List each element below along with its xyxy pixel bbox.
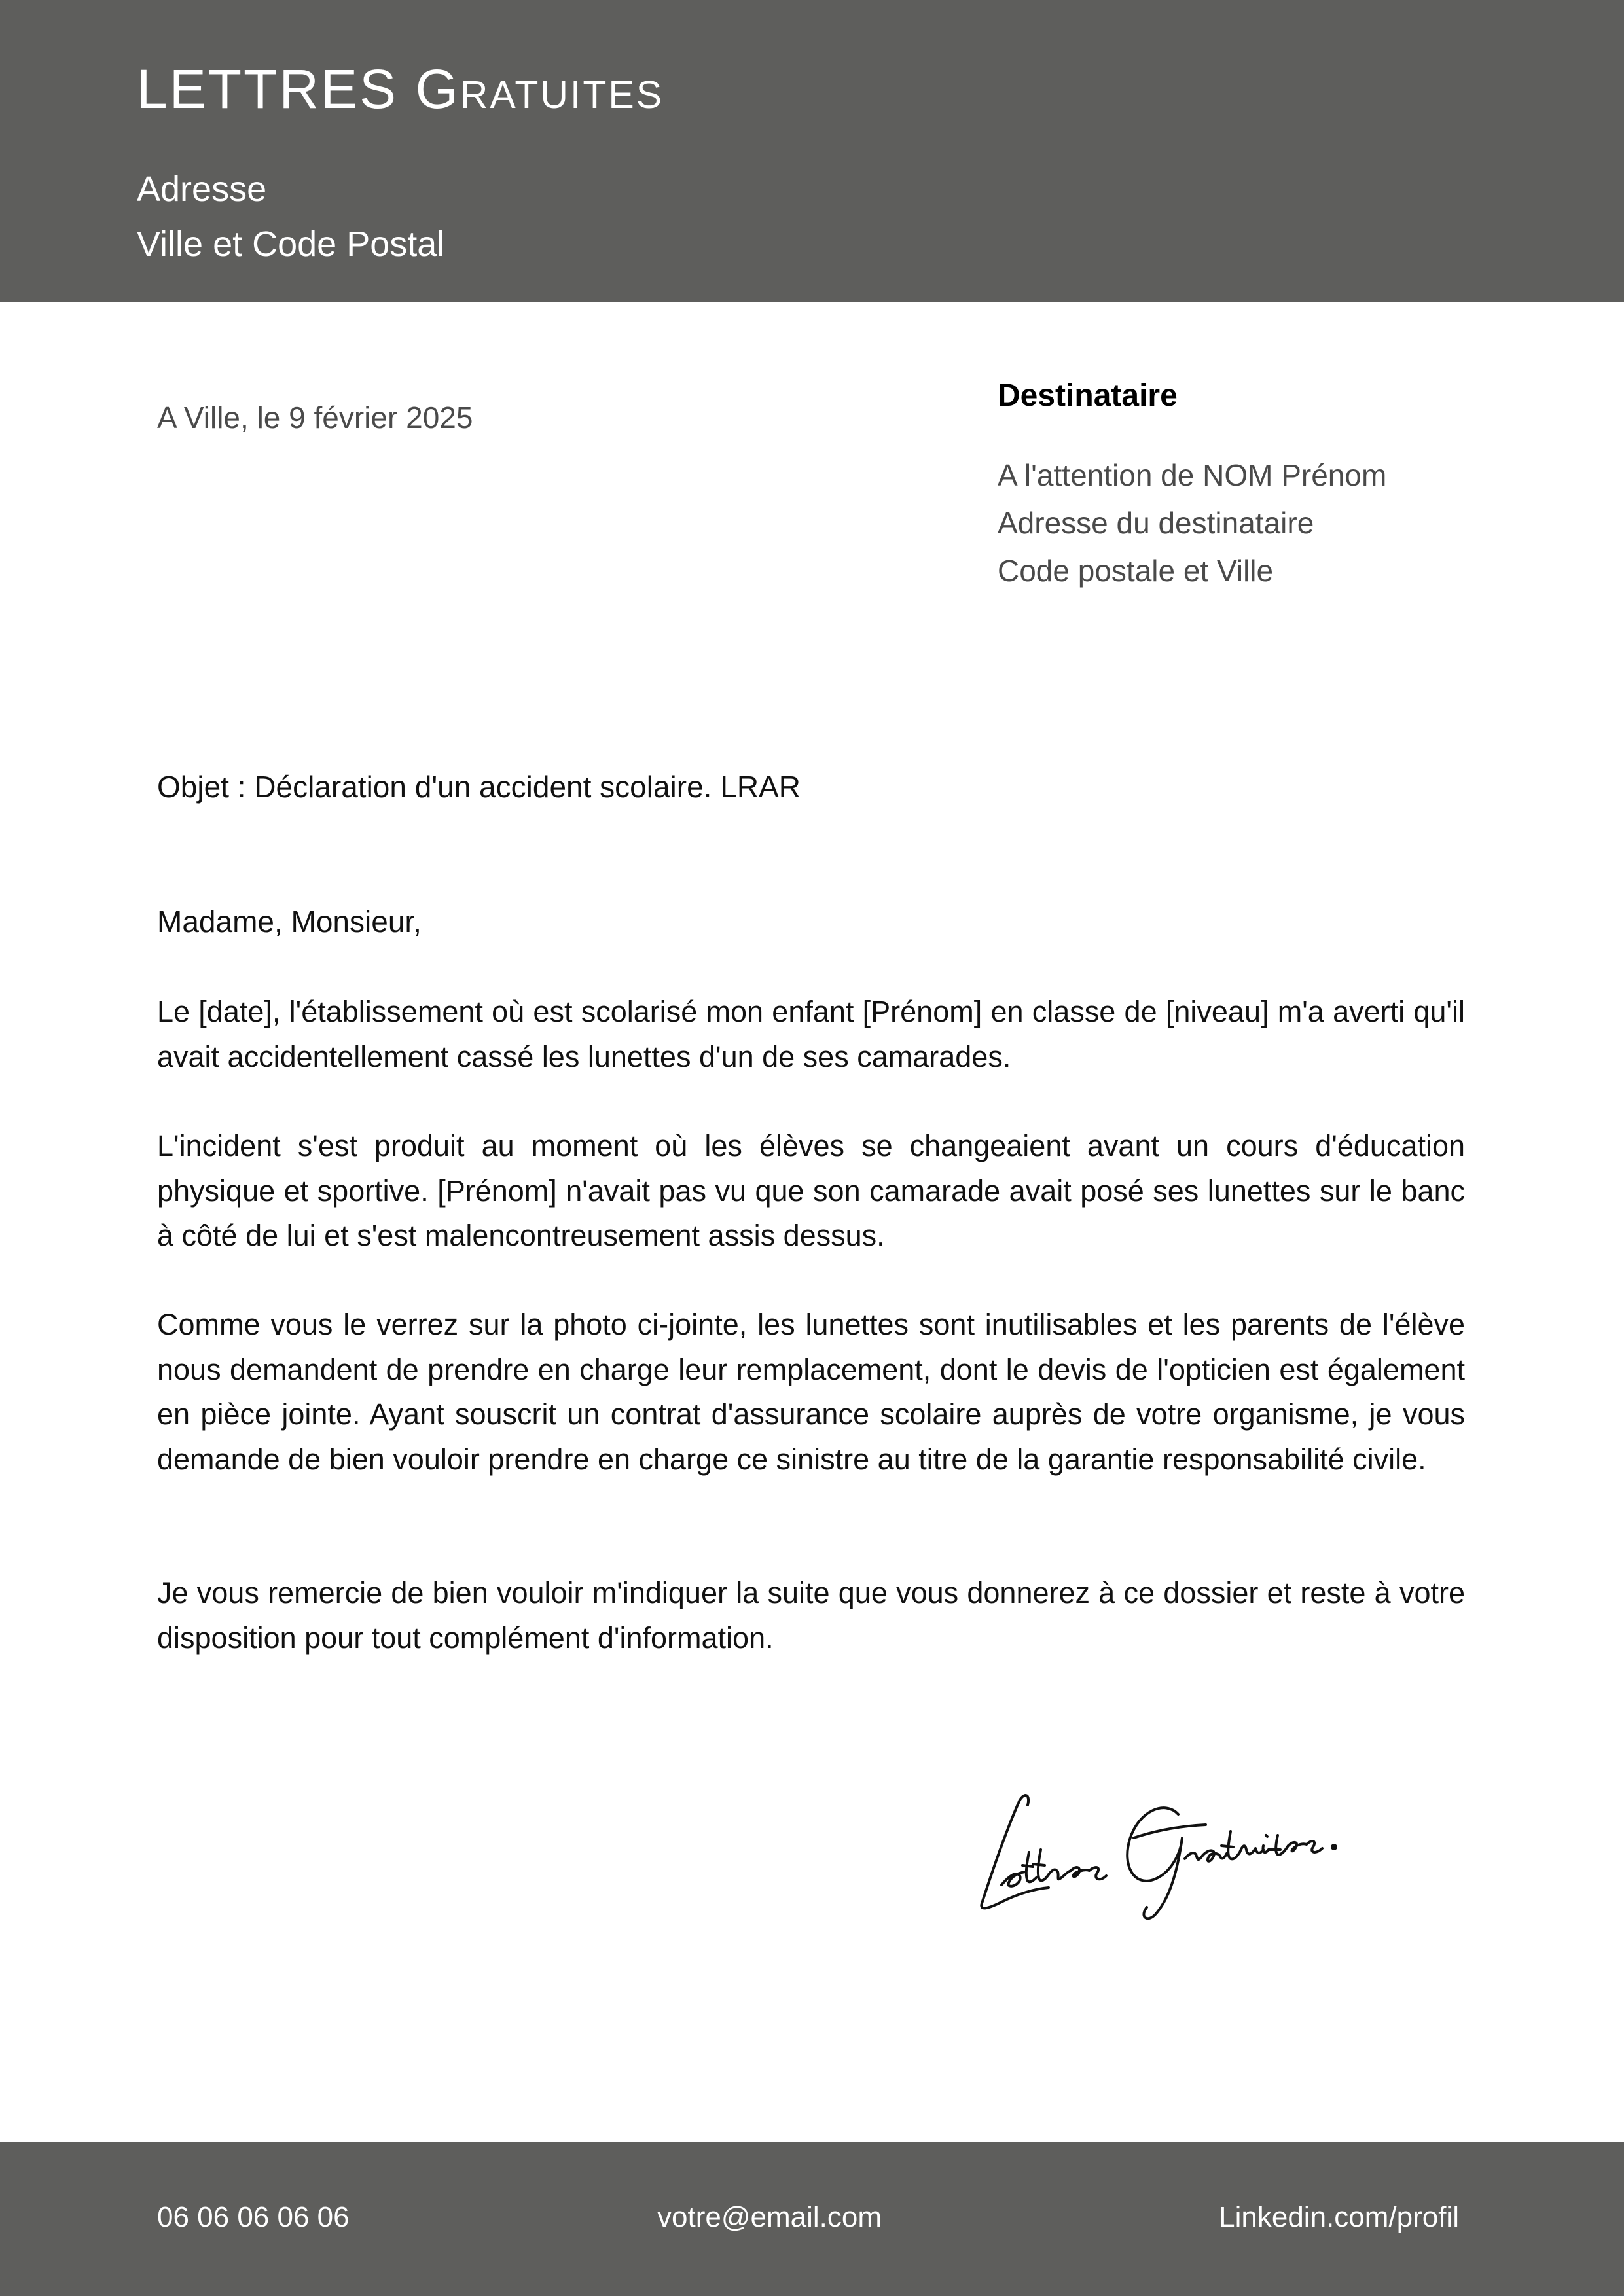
brand-second-word: Gratuites	[415, 58, 664, 120]
body-paragraph-3: Comme vous le verrez sur la photo ci-jointe, les lunettes sont inutilisables et les parents de l'élève nous demandent de prendre en charge leur remplacement, dont le devis de l'opticien est également en pièce jointe. Ayant souscrit un contrat d'assurance scolaire auprès de votre organisme, je vous demande de bien vouloir prendre en charge ce sinistre au titre de la garantie responsabilité civile.	[157, 1308, 1465, 1476]
brand-title	[137, 56, 664, 122]
handwritten-signature	[962, 1754, 1355, 1924]
recipient-title: Destinataire	[998, 378, 1178, 413]
header-band	[0, 0, 1624, 302]
sender-address: Adresse	[137, 170, 267, 209]
body-paragraph-2: L'incident s'est produit au moment où les élèves se changeaient avant un cours d'éducation physique et sportive. [Prénom] n'avait pas vu que son camarade avait posé ses lunettes sur le banc à côté de lui et s'est malencontreusement assis dessus.	[157, 1129, 1465, 1252]
recipient-city: Code postale et Ville	[998, 554, 1274, 588]
salutation: Madame, Monsieur,	[157, 905, 422, 939]
recipient-attention: A l'attention de NOM Prénom	[998, 458, 1387, 492]
footer-phone: 06 06 06 06 06	[157, 2201, 350, 2233]
sender-city-postal: Ville et Code Postal	[137, 224, 445, 264]
letter-date: A Ville, le 9 février 2025	[157, 401, 473, 435]
letter-subject: Objet : Déclaration d'un accident scolaire. LRAR	[157, 770, 801, 804]
footer-band	[0, 2142, 1624, 2296]
recipient-address: Adresse du destinataire	[998, 506, 1314, 540]
footer-linkedin: Linkedin.com/profil	[1219, 2201, 1459, 2233]
footer-email: votre@email.com	[657, 2201, 882, 2233]
body-paragraph-4: Je vous remercie de bien vouloir m'indiquer la suite que vous donnerez à ce dossier et reste à votre disposition pour tout complément d'information.	[157, 1576, 1465, 1655]
body-paragraph-1: Le [date], l'établissement où est scolarisé mon enfant [Prénom] en classe de [niveau] m'a averti qu'il avait accidentellement cassé les lunettes d'un de ses camarades.	[157, 995, 1465, 1073]
brand-first-word: LETTRES	[137, 58, 399, 120]
